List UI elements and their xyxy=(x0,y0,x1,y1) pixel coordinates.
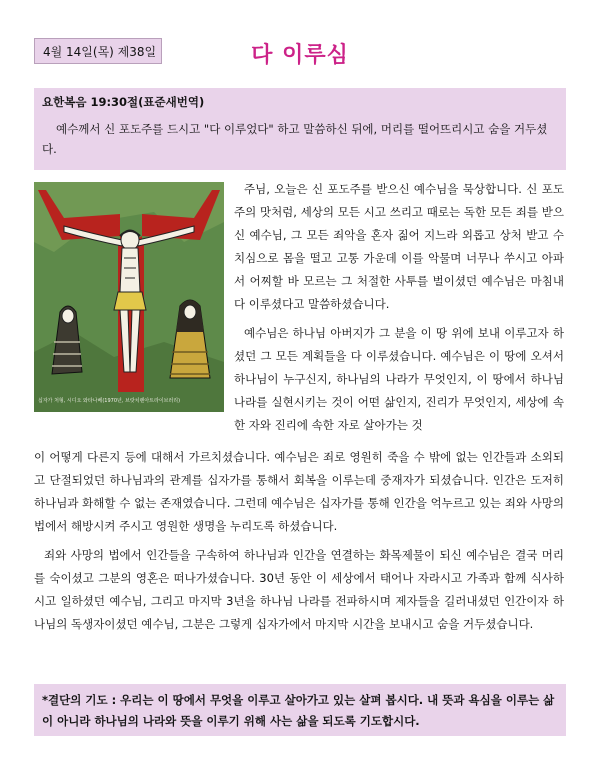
verse-reference: 요한복음 19:30절(표준새번역) xyxy=(42,95,205,109)
crucifixion-artwork xyxy=(34,182,224,412)
prayer-box xyxy=(34,684,566,736)
verse-text: 예수께서 신 포도주를 드시고 "다 이루었다" 하고 말씀하신 뒤에, 머리를 떨어뜨리시고 숨을 거두셨다. xyxy=(42,122,548,156)
image-caption: 십자가 처형, 시디오 와타나베(1970년, 브랏치렌아트라이브러리) xyxy=(38,398,181,404)
paragraph-1: 주님, 오늘은 신 포도주를 받으신 예수님을 묵상합니다. 신 포도주의 맛처럼, 세상의 모든 시고 쓰리고 때로는 독한 모든 죄를 받으신 예수님, 그 모든 죄악을 혼자 짊어 지느라 외롭고 상처 받고 수치심으로 몸을 떨고 고통 가운데 이를 악물며 너무나 쑤시고 아파서 어찌할 바 모르는 그 처절한 사투를 벌이셨던 예수님은 마침내 다 이루셨다고 말씀하셨습니다. xyxy=(234,182,564,311)
date-label: 4월 14일(목) 제38일 xyxy=(34,38,162,64)
paragraph-2-start: 예수님은 하나님 아버지가 그 분을 이 땅 위에 보내 이루고자 하셨던 그 모든 계획들을 다 이루셨습니다. 예수님은 이 땅에 오셔서 하나님이 누구신지, 하나님의 나라가 무엇인지, 이 땅에서 하나님 나라를 실현시키는 것이 어떤 삶인지, 진리가 무엇인지, 세상에 속한 자와 진리에 속한 자로 살아가는 것 xyxy=(234,326,564,432)
paragraph-right-column xyxy=(234,178,564,437)
prayer-text: *결단의 기도 : 우리는 이 땅에서 무엇을 이루고 살아가고 있는 살펴 봅시다. 내 뜻과 욕심을 이루는 삶이 아니라 하나님의 나라와 뜻을 이루기 위해 사는 삶을 되도록 기도합시다. xyxy=(42,693,555,728)
paragraph-2-continued: 이 어떻게 다른지 등에 대해서 가르치셨습니다. 예수님은 죄로 영원히 죽을 수 밖에 없는 인간들과 소외되고 단절되었던 하나님과의 관계를 십자가를 통해서 회복을 이루는데 중재자가 되셨습니다. 인간은 도저히 하나님과 화해할 수 없는 존재였습니다. 그런데 예수님은 십자가를 통해 인간을 억누르고 있는 죄와 사망의 법에서 해방시켜 주시고 영원한 생명을 누리도록 하셨습니다. xyxy=(34,450,564,533)
crucifixion-illustration xyxy=(34,182,224,412)
verse-box xyxy=(34,88,566,170)
page-title: 다 이루심 xyxy=(251,43,349,68)
paragraph-3: 죄와 사망의 법에서 인간들을 구속하여 하나님과 인간을 연결하는 화목제물이 되신 예수님은 결국 머리를 숙이셨고 그분의 영혼은 떠나가셨습니다. 30년 동안 이 세상에서 태어나 자라시고 가족과 함께 식사하시고 일하셨던 예수님, 그리고 마지막 3년을 하나님 나라를 전파하시며 제자들을 길러내셨던 인간이자 하나님의 독생자이셨던 예수님, 그분은 그렇게 십자가에서 마지막 시간을 보내시고 숨을 거두셨습니다. xyxy=(34,548,564,631)
